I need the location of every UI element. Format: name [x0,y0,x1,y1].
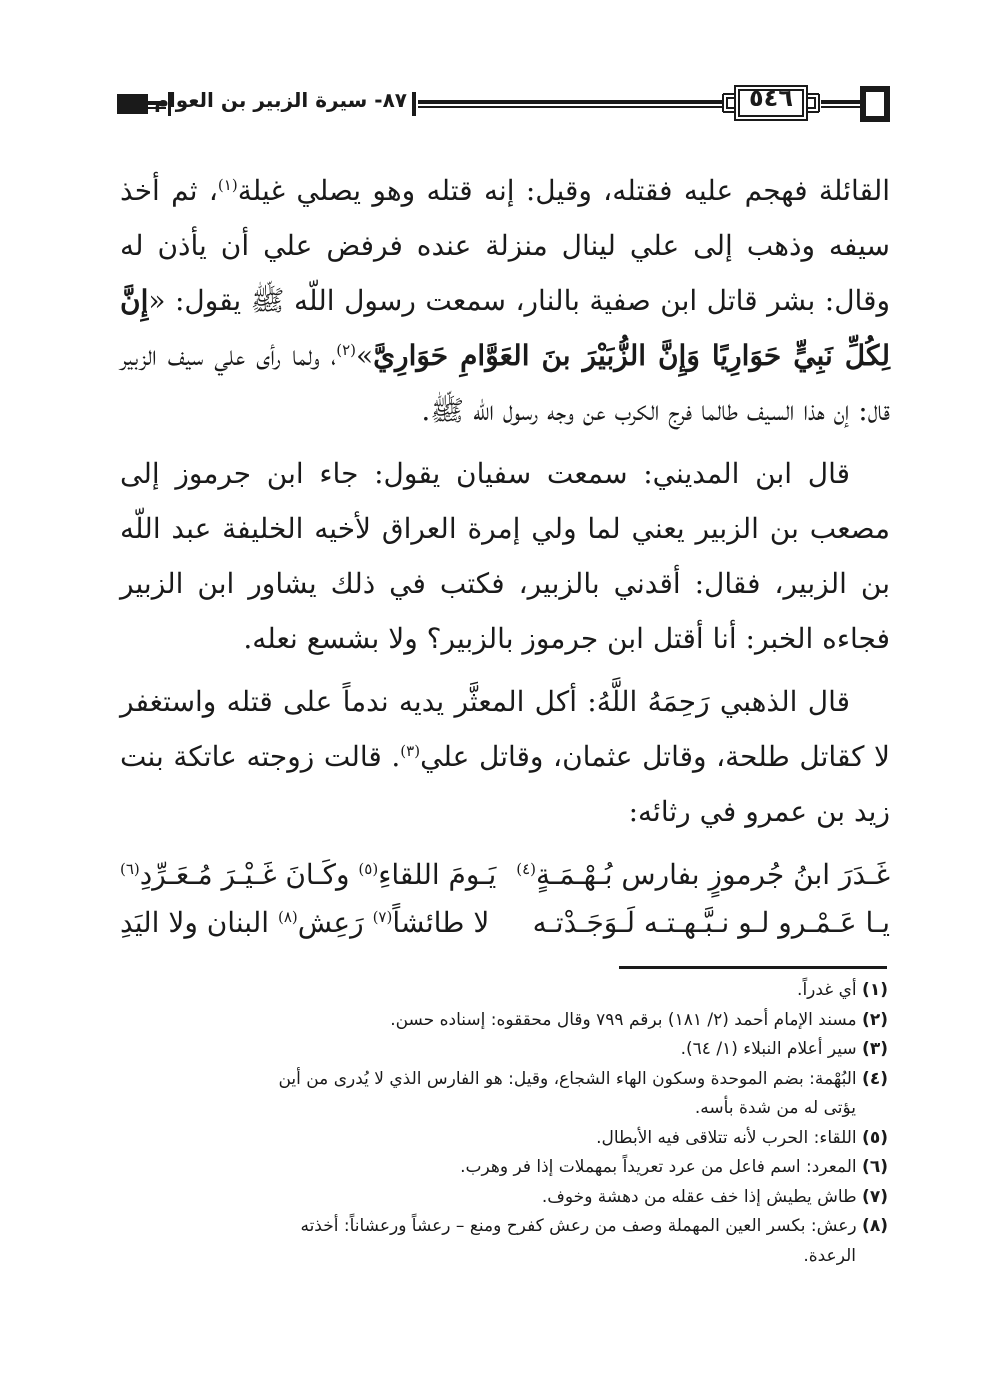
footnote-text: سير أعلام النبلاء (١/ ٦٤). [680,1039,857,1059]
verse-hemistich-left [120,895,489,943]
footnote-ref: (٧) [372,908,393,926]
footnotes [118,976,888,1271]
footnote-text: اللقاء: الحرب لأنه تتلاقى فيه الأبطال. [596,1127,857,1148]
footnote-ref: (٢) [336,341,356,359]
footnote-number: (١) [862,980,888,1000]
poem-verse-1 [120,847,890,895]
text-run: ، ثم أخذ سيفه وذهب إلى علي لينال منزلة عنده فرفض علي أن يأذن له وقال: بشر قاتل ابن صفية بالنار، سمعت رسول اللّه ﷺ يقول: « [120,174,891,317]
footnote [118,1183,888,1213]
paragraph-2: قال ابن المديني: سمعت سفيان يقول: جاء ابن جرموز إلى مصعب بن الزبير يعني لما ولي إمرة العراق لأخيه الخليفة عبد اللّه بن الزبير، فقال: أقدني بالزبير، فكتب في ذلك يشاور ابن الزبير فجاءه الخبر: أنا أقتل ابن جرموز بالزبير؟ ولا بشسع نعله. [120,457,890,655]
text-run: لا طائشاً [392,906,490,939]
footnote-text: رعش: بكسر العين المهملة وصف من رعش كفرح ومنع – رعشاً ورعشاناً: أخذته [300,1216,857,1236]
text-run: . قالت زوجته عاتكة بنت زيد بن عمرو في رثائه: [120,740,890,828]
verse-hemistich-right [516,847,890,895]
text-run: وكَـانَ غَـيْـرَ مُـعَـرِّدِ [139,858,359,891]
footnote-ref: (٦) [120,860,140,878]
footnote-number: (٥) [862,1127,888,1148]
footnote-number: (٤) [862,1068,888,1089]
footnote-ref: (١) [217,176,238,194]
footnote-continuation: يؤتى له من شدة بأسه. [694,1098,856,1118]
footnote [118,1212,888,1271]
footnote-continuation: الرعدة. [803,1245,856,1266]
footnote [118,976,888,1006]
footnote-number: (٧) [862,1186,888,1207]
hadith-quote: إِنَّ لِكُلِّ نَبِيٍّ حَوَارِيًا وَإِنَّ الزُّبَيْرَ بنَ العَوَّامِ حَوَارِيَّ [120,284,890,372]
footnote-ref: (٤) [516,860,536,878]
text-run: يَـومَ اللقاءِ [378,858,497,891]
footnote-text: مسند الإمام أحمد (٢/ ١٨١) برقم ٧٩٩ وقال محققوه: إسناده حسن. [390,1009,857,1030]
text-run: غَـدَرَ ابنُ جُرموزٍ بفارس بُـهْـمَـةٍ [536,858,890,891]
footnote [118,1153,888,1183]
footnote-text: البُهْمة: بضم الموحدة وسكون الهاء الشجاع، وقيل: هو الفارس الذي لا يُدرى من أين [278,1068,857,1089]
main-text [120,163,890,943]
footnote-number: (٣) [862,1039,888,1059]
header-ornament [0,0,1004,140]
text-run: قال الذهبي رَحِمَهُ اللَّهُ: أكل المعثَّر يديه ندماً على قتله واستغفر لا كقاتل طلحة، وقاتل عثمان، وقاتل علي [120,685,891,773]
text-run: القائلة فهجم عليه فقتله، وقيل: إنه قتله وهو يصلي غيلة [237,174,891,207]
footnote-ref: (٨) [277,908,298,926]
verse-hemistich-right: يـا عَـمْـرو لـو نـبَّـهـتـه لَـوَجَـدْتـه [532,906,890,939]
verse-hemistich-left [120,847,496,895]
footnote-number: (٢) [862,1009,888,1030]
footnote-number: (٦) [862,1157,888,1177]
paragraph-3 [120,674,890,839]
footnote-ref: (٥) [358,860,379,878]
paragraph-1 [120,163,890,438]
chapter-title: ٨٧- سيرة الزبير بن العوام [154,88,407,112]
footnote-text: المعرد: اسم فاعل من عرد تعريداً بمهملات إذا فر وهرب. [460,1157,857,1177]
text-run: رَعِش [297,906,373,939]
footnote-separator [619,966,887,969]
page-number: ٥٤٦ [749,84,793,112]
text-run: » [355,339,374,372]
footnote-text: أي غدراً. [797,980,857,1000]
footnote-number: (٨) [862,1216,888,1236]
footnote [118,1124,888,1154]
footnote-ref: (٣) [400,742,421,760]
page-header [0,0,1004,140]
text-run: البنان ولا اليَدِ [120,906,278,939]
footnote-text: طاش يطيش إذا خف عقله من دهشة وخوف. [541,1186,857,1207]
text-run: ، ولما رأى علي سيف الزبير قال: إن هذا السيف طالما فرج الكرب عن وجه رسول اللّه ﷺ. [120,339,890,427]
footnote [118,1035,888,1065]
poem-verse-2 [120,895,890,943]
footnote [118,1006,888,1036]
footnote [118,1065,888,1124]
